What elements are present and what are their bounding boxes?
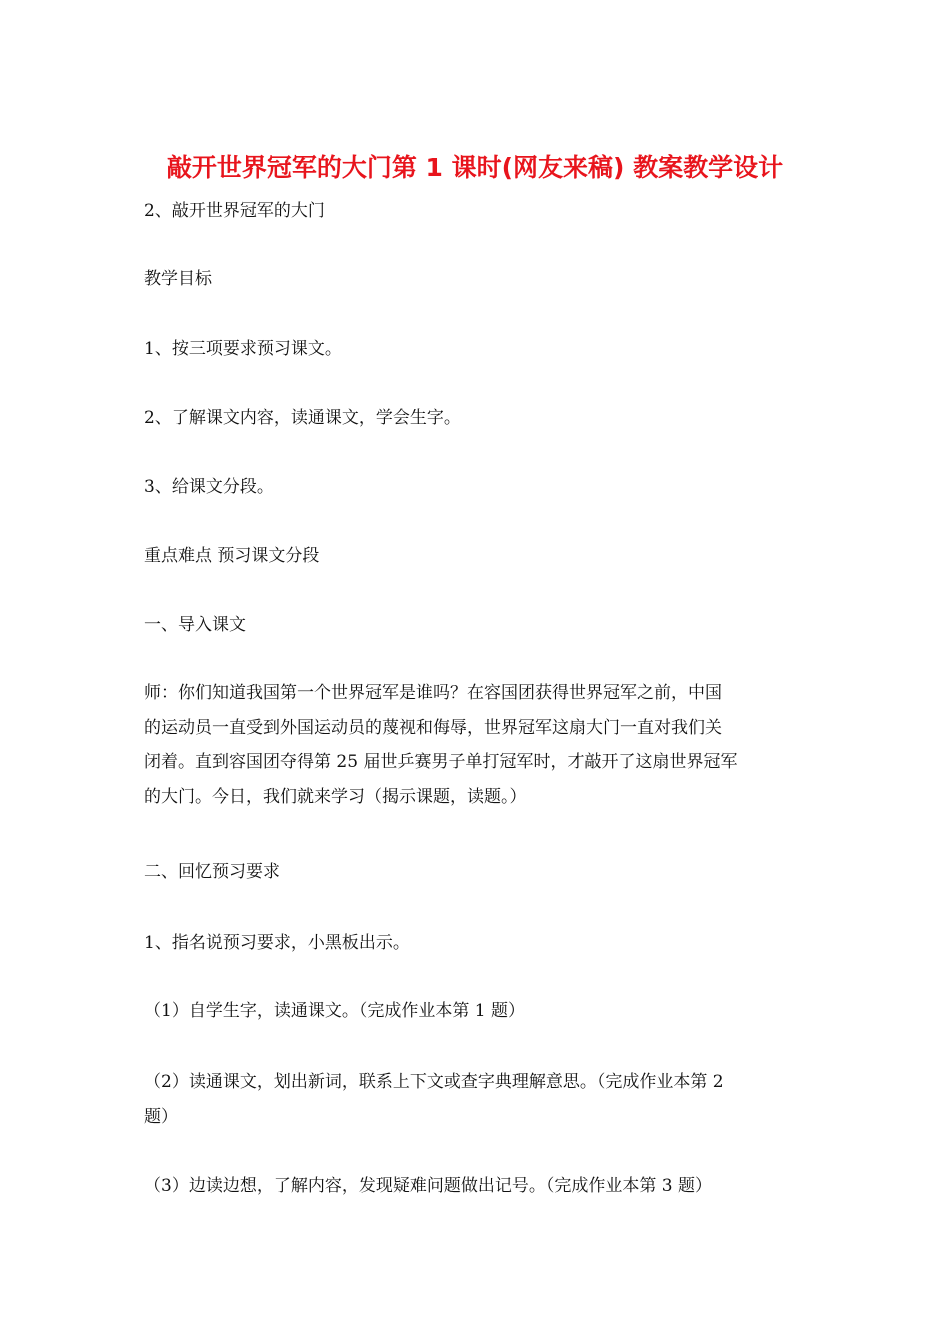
section-two-heading: 二、回忆预习要求 <box>144 862 280 882</box>
document-title: 敲开世界冠军的大门第 1 课时(网友来稿) 教案教学设计 <box>166 153 784 182</box>
intro-line-3: 闭着。直到容国团夺得第 25 届世乒赛男子单打冠军时，才敲开了这扇世界冠军 <box>144 752 738 772</box>
lesson-heading: 2、敲开世界冠军的大门 <box>144 201 325 221</box>
intro-line-4: 的大门。今日，我们就来学习（揭示课题，读题。） <box>144 786 527 807</box>
intro-paragraph <box>144 676 810 814</box>
goal-item-1: 1、按三项要求预习课文。 <box>144 339 342 359</box>
teaching-goals-heading: 教学目标 <box>144 269 212 289</box>
section-one-heading: 一、导入课文 <box>144 615 246 635</box>
intro-line-2: 的运动员一直受到外国运动员的蔑视和侮辱，世界冠军这扇大门一直对我们关 <box>144 717 722 738</box>
section-two-item-1: 1、指名说预习要求，小黑板出示。 <box>144 933 410 953</box>
requirement-1: （1）自学生字，读通课文。（完成作业本第 1 题） <box>144 1001 525 1021</box>
requirement-2-line-2: 题） <box>144 1106 178 1127</box>
requirement-2-line-1: （2）读通课文，划出新词，联系上下文或查字典理解意思。（完成作业本第 2 <box>144 1072 724 1092</box>
goal-item-3: 3、给课文分段。 <box>144 477 274 497</box>
intro-line-1: 师：你们知道我国第一个世界冠军是谁吗？在容国团获得世界冠军之前，中国 <box>144 683 722 703</box>
goal-item-2: 2、了解课文内容，读通课文，学会生字。 <box>144 408 461 428</box>
requirement-3: （3）边读边想，了解内容，发现疑难问题做出记号。（完成作业本第 3 题） <box>144 1176 712 1196</box>
requirement-2 <box>144 1065 810 1134</box>
key-points: 重点难点 预习课文分段 <box>144 546 320 566</box>
